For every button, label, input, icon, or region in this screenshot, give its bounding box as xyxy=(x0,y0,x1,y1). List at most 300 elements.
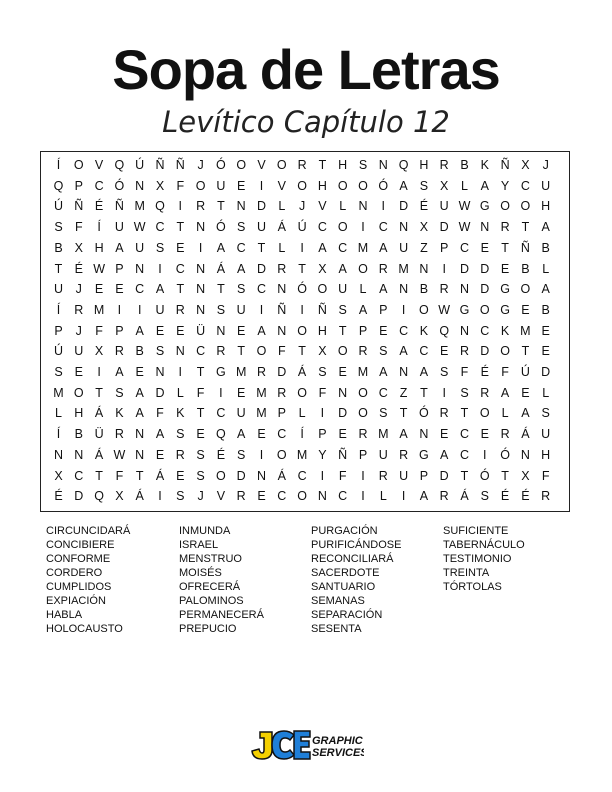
grid-letter: S xyxy=(440,365,449,379)
word-list xyxy=(46,524,566,644)
grid-letter: A xyxy=(480,178,489,193)
grid-letter: P xyxy=(54,323,63,338)
grid-letter: A xyxy=(358,302,368,317)
grid-letter: Q xyxy=(114,158,125,172)
grid-letter: A xyxy=(155,282,165,297)
grid-letter: P xyxy=(440,240,449,255)
grid-letter: J xyxy=(197,489,204,504)
grid-letter: S xyxy=(176,489,185,504)
grid-letter: Ñ xyxy=(74,199,84,214)
grid-letter: D xyxy=(256,199,267,214)
grid-letter: V xyxy=(216,489,226,504)
grid-letter: R xyxy=(196,199,206,214)
grid-letter: Ñ xyxy=(520,240,530,255)
grid-letter: L xyxy=(55,406,62,421)
grid-letter: N xyxy=(135,447,145,462)
grid-letter: N xyxy=(196,282,206,297)
grid-letter: C xyxy=(459,240,470,255)
grid-letter: L xyxy=(461,178,468,193)
grid-letter: L xyxy=(501,406,509,421)
grid-letter: A xyxy=(379,282,388,297)
grid-letter: M xyxy=(53,385,64,400)
grid-letter: P xyxy=(115,323,124,338)
grid-letter: R xyxy=(378,261,388,276)
grid-letter: L xyxy=(278,199,286,214)
grid-letter: U xyxy=(53,282,64,297)
word-list-item: PREPUCIO xyxy=(179,623,237,635)
grid-letter: Á xyxy=(277,468,286,483)
grid-letter: R xyxy=(358,427,368,442)
grid-letter: R xyxy=(439,406,449,421)
word-column xyxy=(46,524,176,636)
grid-letter: H xyxy=(338,158,348,172)
grid-row xyxy=(41,445,569,466)
grid-letter: L xyxy=(339,199,347,214)
word-list-item: PALOMINOS xyxy=(179,595,244,607)
grid-letter: I xyxy=(178,365,183,379)
grid-letter: P xyxy=(277,406,286,421)
grid-letter: A xyxy=(155,427,165,442)
grid-letter: O xyxy=(500,199,510,214)
grid-letter: C xyxy=(399,323,409,338)
grid-letter: N xyxy=(277,282,287,297)
grid-letter: T xyxy=(460,406,469,421)
grid-letter: E xyxy=(237,178,246,193)
grid-letter: C xyxy=(378,220,388,235)
grid-letter: F xyxy=(460,365,469,379)
grid-letter: M xyxy=(134,199,145,214)
grid-letter: U xyxy=(256,220,267,235)
grid-letter: T xyxy=(196,365,205,379)
grid-letter: É xyxy=(480,365,489,379)
grid-letter: A xyxy=(399,344,408,359)
grid-letter: Ó xyxy=(479,468,490,483)
grid-letter: O xyxy=(297,178,307,193)
grid-letter: I xyxy=(401,302,406,317)
grid-letter: E xyxy=(541,344,550,359)
grid-letter: S xyxy=(338,302,347,317)
grid-letter: Á xyxy=(297,365,307,379)
grid-letter: M xyxy=(256,385,267,400)
grid-letter: X xyxy=(318,261,327,276)
grid-letter: F xyxy=(74,220,83,235)
grid-letter: A xyxy=(115,240,124,255)
grid-letter: N xyxy=(135,261,145,276)
grid-letter: W xyxy=(113,447,126,462)
grid-letter: X xyxy=(318,344,327,359)
grid-letter: N xyxy=(338,385,348,400)
grid-letter: B xyxy=(74,427,83,442)
grid-letter: A xyxy=(419,489,429,504)
grid-letter: Ñ xyxy=(317,302,327,317)
grid-letter: E xyxy=(115,282,124,297)
grid-letter: C xyxy=(74,468,84,483)
grid-letter: Í xyxy=(56,427,61,442)
grid-letter: K xyxy=(176,406,185,421)
grid-letter: O xyxy=(236,158,247,172)
grid-letter: A xyxy=(318,240,327,255)
grid-letter: C xyxy=(317,220,327,235)
grid-letter: C xyxy=(297,468,307,483)
grid-letter: S xyxy=(237,447,246,462)
grid-letter: R xyxy=(114,344,124,359)
grid-letter: E xyxy=(155,323,165,338)
grid-letter: R xyxy=(459,344,470,359)
grid-letter: N xyxy=(175,344,185,359)
grid-letter: T xyxy=(176,220,185,235)
grid-letter: J xyxy=(542,158,549,172)
grid-letter: S xyxy=(115,385,124,400)
grid-letter: Ó xyxy=(216,158,226,172)
grid-letter: N xyxy=(277,323,287,338)
grid-letter: O xyxy=(276,447,287,462)
grid-letter: C xyxy=(94,178,104,193)
grid-letter: U xyxy=(338,282,348,297)
grid-letter: J xyxy=(75,323,82,338)
grid-letter: I xyxy=(137,302,142,317)
grid-letter: O xyxy=(276,158,287,172)
grid-letter: R xyxy=(74,302,84,317)
grid-letter: X xyxy=(115,489,124,504)
grid-letter: R xyxy=(439,282,449,297)
grid-letter: B xyxy=(541,302,550,317)
word-list-item: PURGACIÓN xyxy=(311,525,378,537)
grid-letter: H xyxy=(94,240,104,255)
grid-letter: L xyxy=(176,385,184,400)
grid-letter: I xyxy=(178,199,183,214)
grid-letter: G xyxy=(479,199,490,214)
grid-letter: B xyxy=(460,158,469,172)
grid-letter: G xyxy=(216,365,226,379)
grid-letter: N xyxy=(399,365,409,379)
word-list-item: PURIFICÁNDOSE xyxy=(311,539,402,551)
grid-letter: Ó xyxy=(114,178,125,193)
grid-letter: U xyxy=(74,344,84,359)
grid-letter: C xyxy=(216,406,226,421)
grid-letter: T xyxy=(521,344,530,359)
grid-letter: F xyxy=(196,385,205,400)
grid-letter: C xyxy=(480,323,490,338)
grid-letter: L xyxy=(542,261,550,276)
word-list-item: TREINTA xyxy=(443,567,490,579)
grid-letter: T xyxy=(338,323,347,338)
grid-letter: N xyxy=(196,220,206,235)
grid-letter: C xyxy=(155,220,165,235)
grid-letter: A xyxy=(237,427,246,442)
word-list-item: CONCIBIERE xyxy=(46,539,115,551)
grid-letter: Ñ xyxy=(338,447,348,462)
grid-letter: É xyxy=(54,489,63,504)
grid-letter: R xyxy=(114,427,124,442)
grid-letter: Q xyxy=(53,178,64,193)
grid-letter: H xyxy=(317,178,327,193)
grid-letter: M xyxy=(235,365,247,379)
grid-letter: S xyxy=(54,220,63,235)
grid-letter: U xyxy=(439,199,449,214)
grid-letter: É xyxy=(521,489,530,504)
grid-letter: S xyxy=(480,489,489,504)
grid-letter: G xyxy=(500,302,510,317)
grid-letter: D xyxy=(480,282,490,297)
grid-letter: I xyxy=(361,468,365,483)
grid-letter: S xyxy=(379,344,388,359)
grid-letter: B xyxy=(419,282,429,297)
grid-letter: V xyxy=(257,158,266,172)
page-subtitle: Levítico Capítulo 12 xyxy=(162,105,450,139)
grid-letter: O xyxy=(337,344,348,359)
grid-letter: Ó xyxy=(500,447,510,462)
grid-letter: A xyxy=(379,240,388,255)
grid-letter: I xyxy=(158,489,162,504)
grid-letter: O xyxy=(297,489,307,504)
grid-letter: S xyxy=(196,447,205,462)
grid-letter: E xyxy=(94,282,104,297)
grid-letter: N xyxy=(399,282,409,297)
grid-letter: T xyxy=(95,385,103,400)
grid-letter: Q xyxy=(216,427,226,442)
grid-letter: I xyxy=(442,261,446,276)
grid-letter: Á xyxy=(94,447,104,462)
grid-letter: R xyxy=(500,220,510,235)
grid-letter: V xyxy=(318,199,327,214)
grid-letter: Ñ xyxy=(175,158,185,172)
grid-letter: Á xyxy=(216,261,226,276)
word-list-item: SACERDOTE xyxy=(311,567,380,579)
grid-letter: O xyxy=(358,385,368,400)
grid-letter: O xyxy=(358,406,368,421)
grid-letter: S xyxy=(155,344,165,359)
word-column xyxy=(179,524,309,636)
grid-letter: H xyxy=(317,323,327,338)
word-column xyxy=(443,524,573,594)
jce-logo-icon xyxy=(250,726,364,762)
grid-letter: A xyxy=(338,261,347,276)
grid-letter: C xyxy=(277,489,287,504)
grid-letter: D xyxy=(236,468,246,483)
grid-letter: O xyxy=(73,158,84,172)
grid-letter: É xyxy=(216,447,226,462)
word-list-item: SANTUARIO xyxy=(311,581,376,593)
grid-letter: E xyxy=(237,385,246,400)
grid-letter: O xyxy=(73,385,84,400)
grid-letter: S xyxy=(460,385,469,400)
word-list-item: OFRECERÁ xyxy=(179,581,241,593)
grid-letter: D xyxy=(155,385,165,400)
grid-letter: L xyxy=(278,240,286,255)
grid-letter: U xyxy=(399,240,409,255)
grid-letter: I xyxy=(97,365,101,379)
grid-letter: C xyxy=(256,282,267,297)
grid-letter: I xyxy=(483,447,487,462)
grid-letter: I xyxy=(259,447,264,462)
grid-letter: E xyxy=(176,240,185,255)
grid-letter: C xyxy=(419,344,429,359)
grid-letter: X xyxy=(155,178,165,193)
grid-letter: E xyxy=(521,385,530,400)
grid-letter: G xyxy=(419,447,429,462)
grid-letter: T xyxy=(298,344,306,359)
grid-letter: C xyxy=(459,447,470,462)
grid-letter: J xyxy=(298,199,306,214)
grid-letter: R xyxy=(399,447,409,462)
grid-row xyxy=(41,196,569,217)
grid-letter: K xyxy=(500,323,510,338)
grid-letter: F xyxy=(277,344,286,359)
grid-letter: U xyxy=(541,178,551,193)
grid-letter: I xyxy=(259,178,264,193)
grid-letter: E xyxy=(480,240,489,255)
grid-letter: Ó xyxy=(216,220,226,235)
grid-letter: Q xyxy=(398,158,409,172)
grid-letter: O xyxy=(195,178,206,193)
grid-letter: O xyxy=(358,261,368,276)
word-list-item: HOLOCAUSTO xyxy=(46,623,123,635)
grid-letter: R xyxy=(175,302,185,317)
grid-letter: É xyxy=(500,489,510,504)
grid-letter: U xyxy=(135,240,145,255)
grid-row xyxy=(41,155,569,176)
grid-letter: S xyxy=(419,178,429,193)
grid-letter: R xyxy=(541,489,551,504)
grid-letter: T xyxy=(196,406,205,421)
grid-letter: É xyxy=(94,199,104,214)
grid-letter: N xyxy=(459,282,470,297)
grid-letter: N xyxy=(135,427,145,442)
grid-letter: A xyxy=(440,447,449,462)
grid-letter: A xyxy=(399,178,408,193)
grid-letter: I xyxy=(381,199,386,214)
grid-letter: O xyxy=(520,282,531,297)
grid-letter: F xyxy=(176,178,185,193)
grid-letter: P xyxy=(115,261,124,276)
word-list-item: CUMPLIDOS xyxy=(46,581,112,593)
grid-letter: I xyxy=(442,385,446,400)
grid-letter: O xyxy=(419,302,429,317)
grid-letter: T xyxy=(217,282,225,297)
grid-letter: Z xyxy=(399,385,408,400)
grid-letter: T xyxy=(420,385,428,400)
grid-letter: M xyxy=(296,447,308,462)
grid-letter: A xyxy=(237,261,246,276)
grid-letter: A xyxy=(379,365,388,379)
grid-letter: D xyxy=(541,365,551,379)
grid-letter: T xyxy=(318,158,327,172)
grid-letter: K xyxy=(419,323,429,338)
grid-letter: D xyxy=(480,344,490,359)
grid-letter: E xyxy=(480,427,489,442)
grid-letter: A xyxy=(135,323,144,338)
grid-letter: P xyxy=(358,323,368,338)
grid-letter: B xyxy=(521,261,530,276)
grid-letter: C xyxy=(338,489,348,504)
grid-letter: E xyxy=(196,427,205,442)
word-list-item: SEPARACIÓN xyxy=(311,609,383,621)
grid-letter: U xyxy=(236,302,246,317)
grid-letter: N xyxy=(155,365,165,379)
grid-letter: Ü xyxy=(196,323,206,338)
grid-letter: F xyxy=(156,406,164,421)
word-list-item: HABLA xyxy=(46,609,83,621)
grid-letter: V xyxy=(94,158,104,172)
grid-letter: X xyxy=(440,178,449,193)
word-list-item: TABERNÁCULO xyxy=(443,539,525,551)
grid-letter: I xyxy=(198,240,203,255)
grid-letter: Í xyxy=(300,427,304,442)
grid-letter: A xyxy=(135,385,144,400)
grid-letter: L xyxy=(379,489,387,504)
grid-letter: Á xyxy=(94,406,104,421)
grid-letter: R xyxy=(439,158,449,172)
grid-letter: A xyxy=(216,240,226,255)
grid-letter: C xyxy=(277,427,287,442)
word-list-item: SUFICIENTE xyxy=(443,525,509,537)
grid-letter: U xyxy=(236,406,246,421)
grid-letter: D xyxy=(256,261,267,276)
grid-letter: N xyxy=(358,199,368,214)
grid-letter: R xyxy=(216,344,226,359)
grid-letter: G xyxy=(459,302,470,317)
grid-letter: F xyxy=(338,468,347,483)
grid-letter: U xyxy=(378,447,388,462)
grid-letter: R xyxy=(439,489,449,504)
grid-letter: W xyxy=(458,220,471,235)
company-logo xyxy=(250,726,364,762)
grid-letter: A xyxy=(115,365,124,379)
word-list-item: SEMANAS xyxy=(311,595,365,607)
grid-letter: I xyxy=(219,385,223,400)
grid-letter: E xyxy=(338,427,347,442)
grid-letter: T xyxy=(257,240,266,255)
grid-letter: O xyxy=(358,178,368,193)
grid-letter: O xyxy=(317,282,328,297)
grid-letter: Y xyxy=(318,447,327,462)
grid-letter: W xyxy=(133,220,146,235)
grid-letter: R xyxy=(175,447,185,462)
grid-letter: F xyxy=(541,468,550,483)
grid-letter: X xyxy=(54,468,63,483)
grid-letter: E xyxy=(176,323,185,338)
grid-letter: D xyxy=(439,468,449,483)
grid-letter: S xyxy=(196,468,205,483)
grid-letter: R xyxy=(358,344,368,359)
grid-letter: O xyxy=(297,385,307,400)
grid-letter: É xyxy=(419,199,429,214)
grid-letter: N xyxy=(419,427,429,442)
grid-letter: E xyxy=(237,323,246,338)
grid-row xyxy=(41,341,569,362)
grid-letter: S xyxy=(379,406,388,421)
grid-letter: E xyxy=(379,323,388,338)
grid-letter: E xyxy=(257,427,266,442)
grid-letter: D xyxy=(277,365,287,379)
word-list-item: CIRCUNCIDARÁ xyxy=(46,525,131,537)
grid-letter: C xyxy=(520,178,530,193)
grid-letter: E xyxy=(338,365,347,379)
word-column xyxy=(311,524,441,636)
grid-letter: Ñ xyxy=(500,158,510,172)
grid-letter: N xyxy=(520,447,530,462)
grid-letter: Ú xyxy=(53,199,64,214)
grid-letter: Q xyxy=(155,199,165,214)
grid-letter: H xyxy=(74,406,84,421)
grid-letter: N xyxy=(419,261,429,276)
word-list-item: RECONCILIARÁ xyxy=(311,553,394,565)
grid-letter: Ó xyxy=(419,406,429,421)
grid-row xyxy=(41,362,569,383)
grid-letter: T xyxy=(501,468,509,483)
grid-letter: A xyxy=(399,427,408,442)
grid-letter: S xyxy=(237,282,246,297)
